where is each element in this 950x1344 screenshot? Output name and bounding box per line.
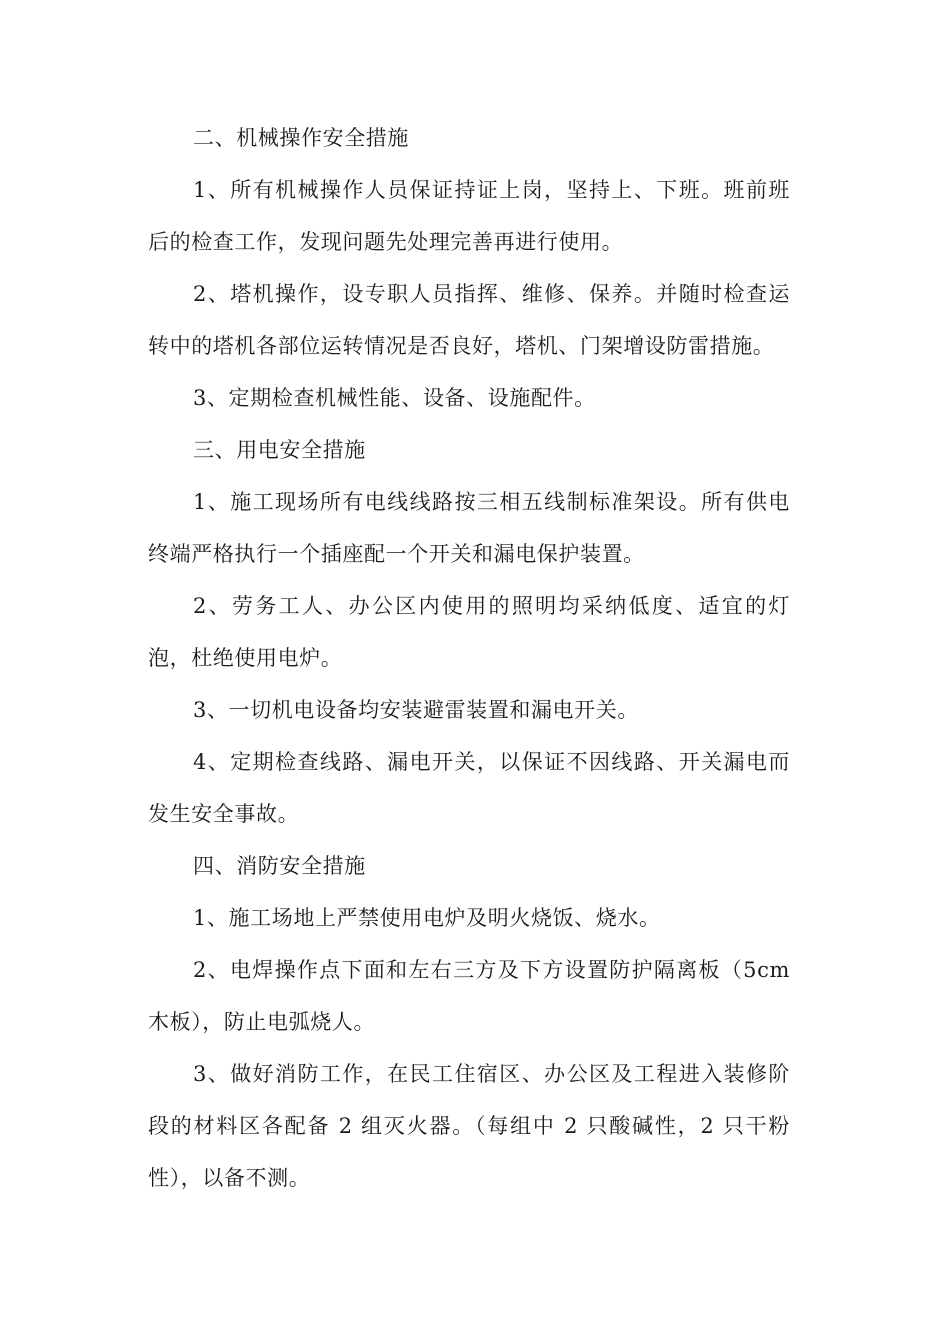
paragraph-electrical-2: 2、劳务工人、办公区内使用的照明均采纳低度、适宜的灯泡，杜绝使用电炉。 [148, 594, 790, 670]
paragraph-electrical-1: 1、施工现场所有电线线路按三相五线制标准架设。所有供电终端严格执行一个插座配一个开关和漏电保护装置。 [148, 490, 790, 566]
section-heading-electrical-safety: 三、用电安全措施 [193, 438, 366, 462]
section-heading-fire-safety: 四、消防安全措施 [193, 854, 366, 878]
paragraph-machinery-3: 3、定期检查机械性能、设备、设施配件。 [193, 386, 596, 410]
paragraph-fire-1: 1、施工场地上严禁使用电炉及明火烧饭、烧水。 [193, 906, 661, 930]
paragraph-electrical-4: 4、定期检查线路、漏电开关，以保证不因线路、开关漏电而发生安全事故。 [148, 750, 790, 826]
document-body [148, 112, 790, 1204]
paragraph-machinery-1: 1、所有机械操作人员保证持证上岗，坚持上、下班。班前班后的检查工作，发现问题先处理完善再进行使用。 [148, 178, 790, 254]
section-heading-machinery-safety: 二、机械操作安全措施 [193, 126, 409, 150]
paragraph-fire-2: 2、电焊操作点下面和左右三方及下方设置防护隔离板（5cm 木板），防止电弧烧人。 [148, 958, 790, 1034]
paragraph-fire-3: 3、做好消防工作，在民工住宿区、办公区及工程进入装修阶段的材料区各配备 2 组灭火器。（每组中 2 只酸碱性，2 只干粉性），以备不测。 [148, 1062, 790, 1190]
paragraph-electrical-3: 3、一切机电设备均安装避雷装置和漏电开关。 [193, 698, 639, 722]
paragraph-machinery-2: 2、塔机操作，设专职人员指挥、维修、保养。并随时检查运转中的塔机各部位运转情况是否良好，塔机、门架增设防雷措施。 [148, 282, 790, 358]
